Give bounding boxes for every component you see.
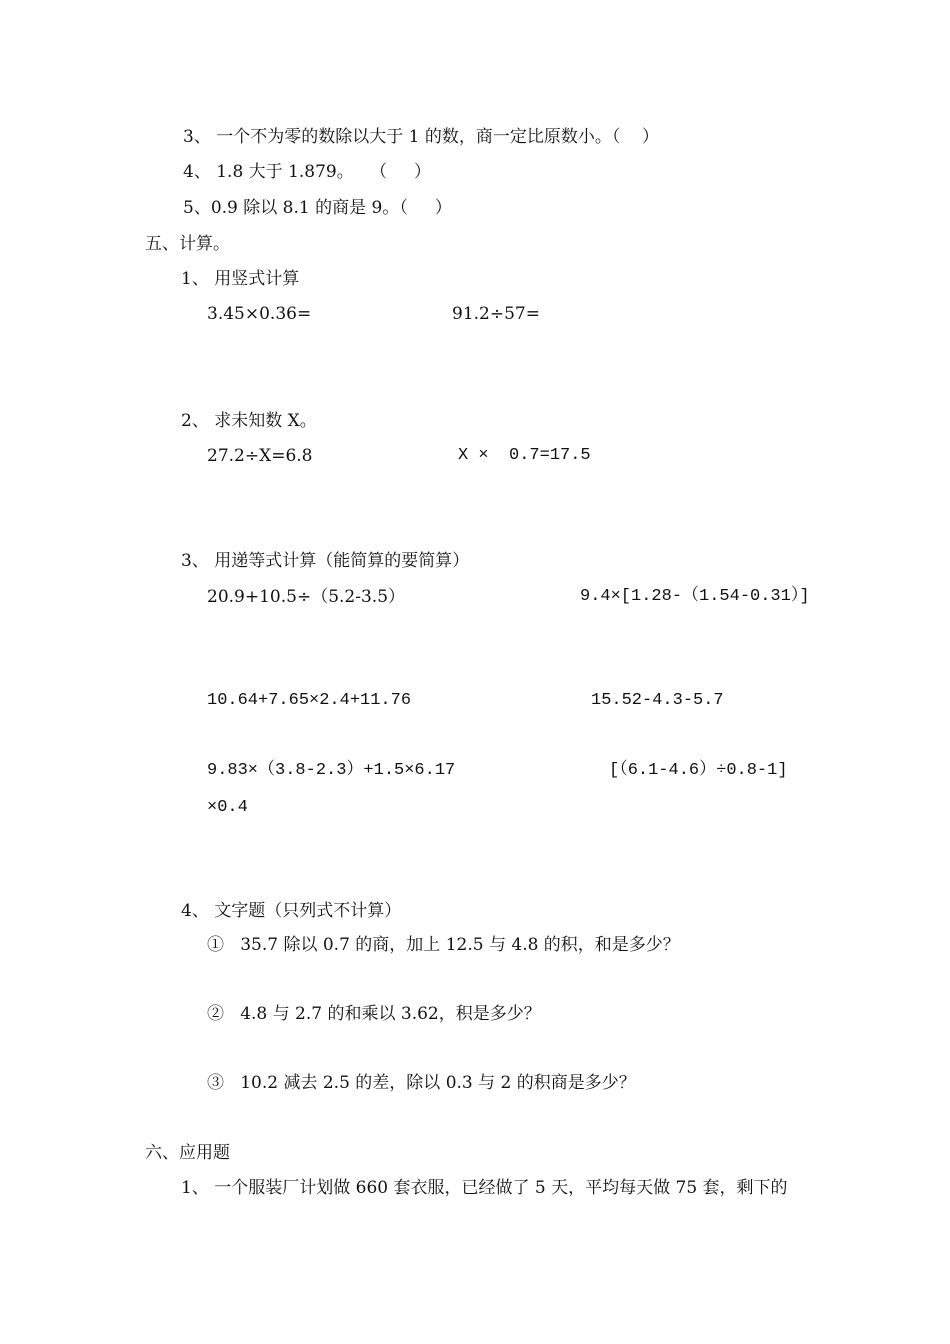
expression: 3.45×0.36= — [207, 304, 312, 324]
section-title: 五、计算。 — [145, 234, 230, 254]
subsection-title: 1、 用竖式计算 — [181, 269, 300, 289]
judge-item: 4、 1.8 大于 1.879。 （ ） — [183, 162, 431, 182]
expression: 20.9+10.5÷（5.2-3.5） — [207, 587, 406, 607]
expression: 27.2÷X=6.8 — [207, 446, 313, 466]
expression: 91.2÷57= — [452, 304, 540, 324]
word-problem: ② 4.8 与 2.7 的和乘以 3.62，积是多少？ — [207, 1004, 541, 1024]
subsection-title: 2、 求未知数 X。 — [181, 411, 317, 431]
judge-item: 5、0.9 除以 8.1 的商是 9。（ ） — [183, 198, 452, 218]
judge-item: 3、 一个不为零的数除以大于 1 的数，商一定比原数小。（ ） — [183, 127, 659, 147]
application-question: 1、 一个服装厂计划做 660 套衣服，已经做了 5 天，平均每天做 75 套，剩下的 — [181, 1178, 788, 1198]
word-problem: ③ 10.2 减去 2.5 的差，除以 0.3 与 2 的积商是多少？ — [207, 1073, 636, 1093]
subsection-title: 3、 用递等式计算（能简算的要简算） — [181, 551, 470, 571]
expression: [（6.1-4.6）÷0.8-1] — [609, 761, 788, 780]
expression: ×0.4 — [207, 798, 248, 817]
expression: 15.52-4.3-5.7 — [591, 691, 724, 710]
expression: 10.64+7.65×2.4+11.76 — [207, 691, 412, 710]
subsection-title: 4、 文字题（只列式不计算） — [181, 901, 402, 921]
expression: X × 0.7=17.5 — [458, 446, 591, 465]
section-title: 六、应用题 — [145, 1143, 230, 1163]
expression: 9.83×（3.8-2.3）+1.5×6.17 — [207, 761, 456, 780]
expression: 9.4×[1.28-（1.54-0.31）] — [580, 587, 810, 606]
word-problem: ① 35.7 除以 0.7 的商，加上 12.5 与 4.8 的积，和是多少？ — [207, 935, 680, 955]
